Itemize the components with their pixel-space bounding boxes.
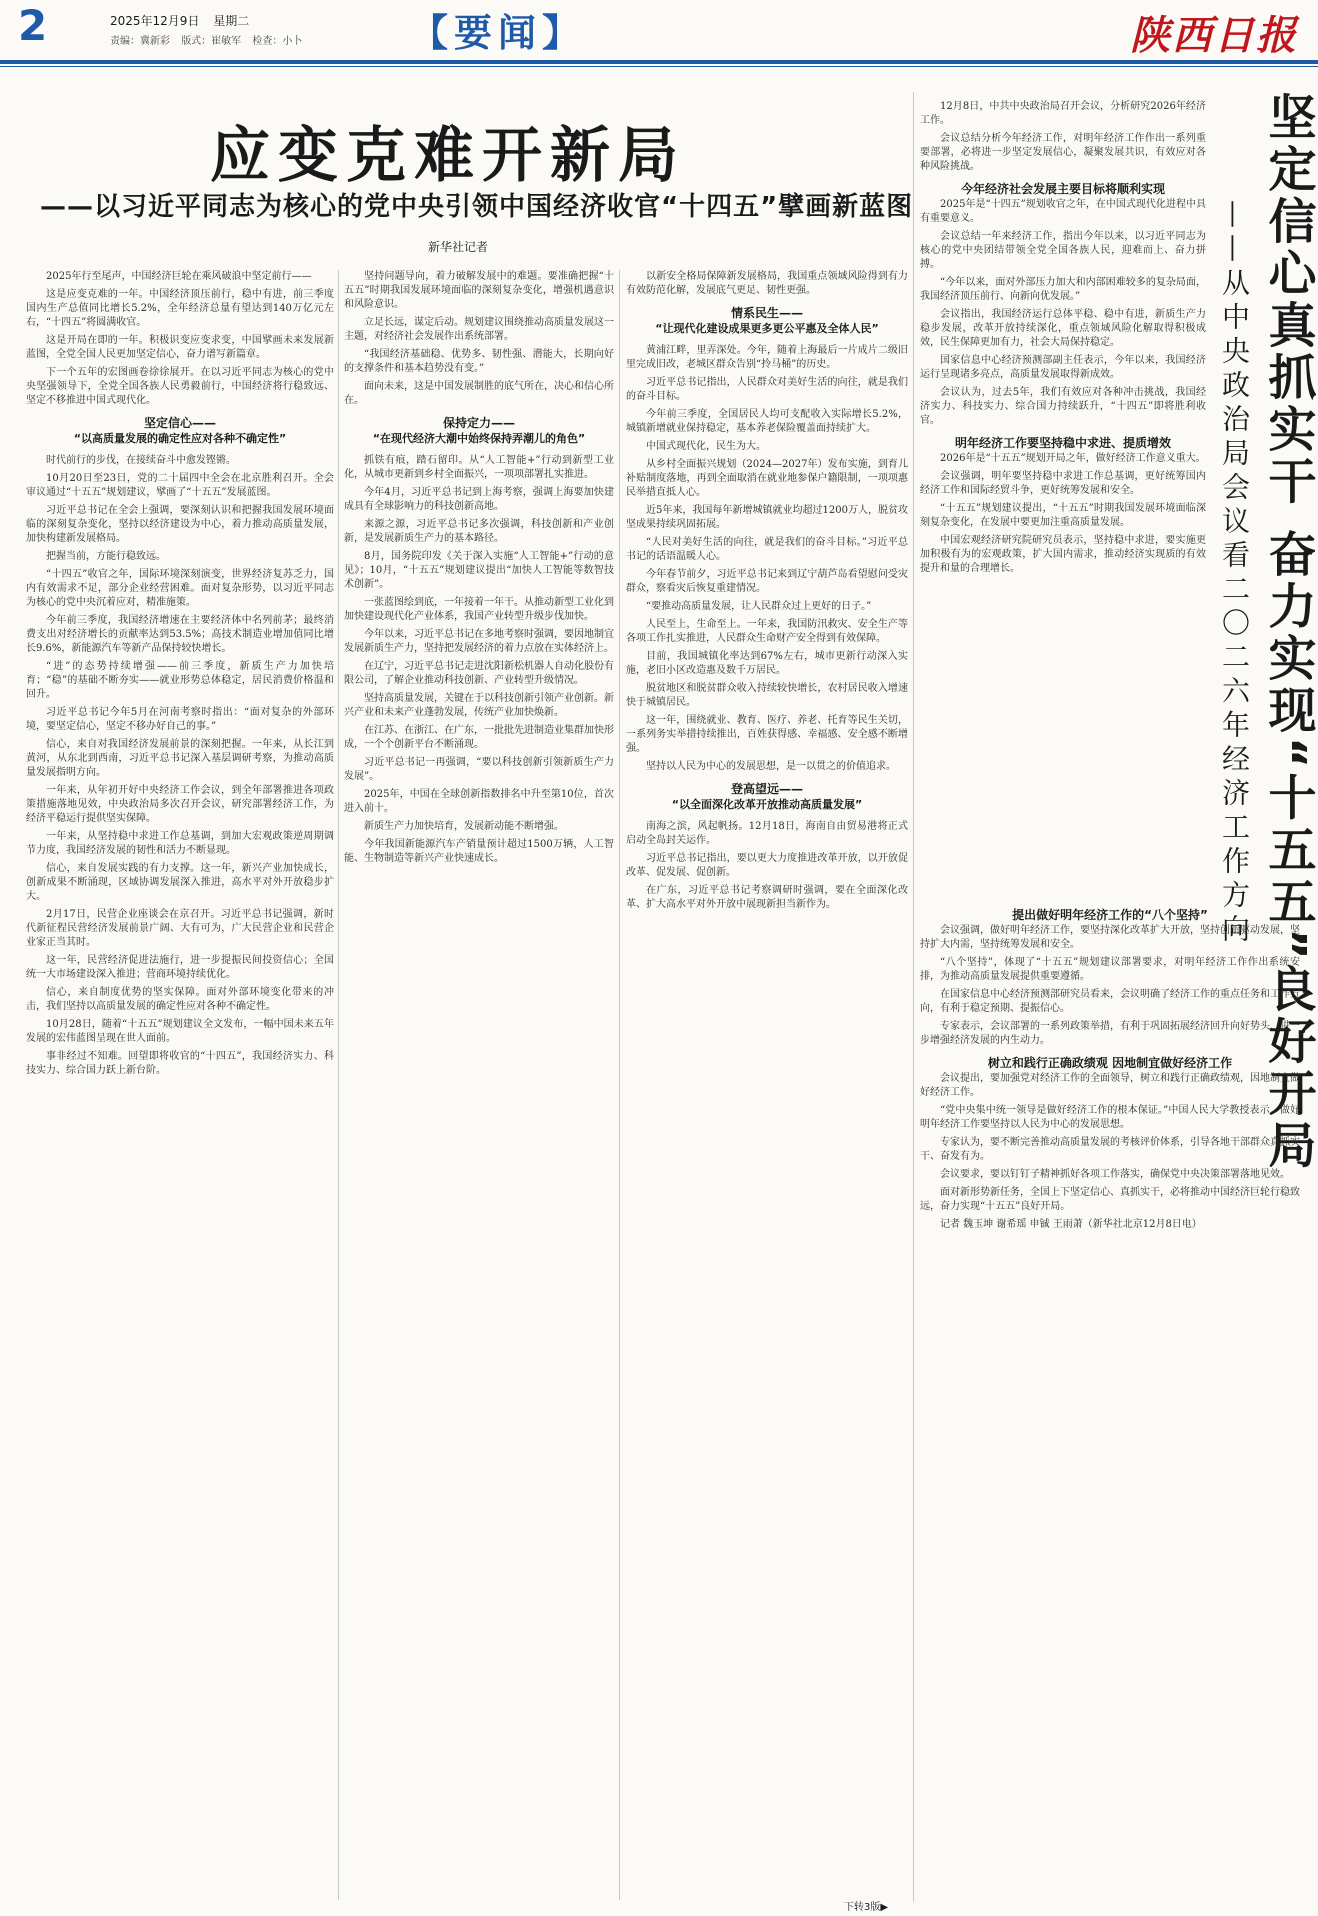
paragraph: 习近平总书记一再强调，“要以科技创新引领新质生产力发展”。 xyxy=(344,757,614,782)
article-subtitle: ——以习近平同志为核心的党中央引领中国经济收官“十四五”擘画新蓝图 xyxy=(40,192,914,222)
paragraph: “十五五”规划建议提出，“十五五”时期我国发展环境面临深刻复杂变化，在发展中要更加注重高质量发展。 xyxy=(920,503,1206,528)
paragraph: 黄浦江畔，里弄深处。今年，随着上海最后一片成片二级旧里完成旧改，老城区群众告别“拎马桶”的历史。 xyxy=(626,345,908,370)
paragraph: 这一年，民营经济促进法施行，进一步提振民间投资信心；全国统一大市场建设深入推进；营商环境持续优化。 xyxy=(26,955,334,980)
paragraph: 人民至上，生命至上。一年来，我国防汛救灾、安全生产等各项工作扎实推进，人民群众生命财产安全得到有效保障。 xyxy=(626,619,908,644)
section-heading: 情系民生—— xyxy=(730,306,803,320)
paragraph: 坚持高质量发展，关键在于以科技创新引领产业创新。新兴产业和未来产业蓬勃发展，传统产业加快焕新。 xyxy=(344,693,614,718)
paragraph: 2025年是“十四五”规划收官之年，在中国式现代化进程中具有重要意义。 xyxy=(920,199,1206,224)
section-heading: 提出做好明年经济工作的“八个坚持” xyxy=(1012,908,1208,922)
paragraph: 今年我国新能源汽车产销量预计超过1500万辆，人工智能、生物制造等新兴产业快速成长。 xyxy=(344,839,614,864)
paragraph: 会议提出，要加强党对经济工作的全面领导，树立和践行正确政绩观，因地制宜做好经济工作。 xyxy=(920,1073,1300,1098)
paragraph: “八个坚持”，体现了“十五五”规划建议部署要求，对明年经济工作作出系统安排，为推动高质量发展提供重要遵循。 xyxy=(920,957,1300,982)
paragraph: “党中央集中统一领导是做好经济工作的根本保证。”中国人民大学教授表示，做好明年经济工作要坚持以人民为中心的发展思想。 xyxy=(920,1105,1300,1130)
paragraph: 10月28日，随着“十五五”规划建议全文发布，一幅中国未来五年发展的宏伟蓝图呈现在世人面前。 xyxy=(26,1019,334,1044)
continued-link[interactable]: 下转3版▶ xyxy=(844,1902,889,1913)
paragraph: 脱贫地区和脱贫群众收入持续较快增长，农村居民收入增速快于城镇居民。 xyxy=(626,683,908,708)
paragraph: 以新安全格局保障新发展格局，我国重点领域风险得到有力有效防范化解，发展底气更足、韧性更强。 xyxy=(626,271,908,296)
side-column-bottom xyxy=(920,900,1300,1900)
article-column-2 xyxy=(344,270,614,1900)
paragraph: 会议认为，过去5年，我们有效应对各种冲击挑战，我国经济实力、科技实力、综合国力持续跃升，“十四五”即将胜利收官。 xyxy=(920,387,1206,426)
section-tag: 【要闻】 xyxy=(410,11,587,55)
paragraph: 中国式现代化，民生为大。 xyxy=(646,441,766,452)
paragraph: 中国宏观经济研究院研究员表示，坚持稳中求进，要实施更加积极有为的宏观政策，扩大国内需求，推动经济实现质的有效提升和量的合理增长。 xyxy=(920,535,1206,574)
paragraph: “十四五”收官之年，国际环境深刻演变，世界经济复苏乏力，国内有效需求不足，部分企业经营困难。面对复杂形势，以习近平同志为核心的党中央沉着应对，精准施策。 xyxy=(26,569,334,608)
column-divider xyxy=(338,270,339,1900)
section-subheading: “让现代化建设成果更多更公平惠及全体人民” xyxy=(655,322,879,335)
paragraph: 习近平总书记指出，要以更大力度推进改革开放，以开放促改革、促发展、促创新。 xyxy=(626,853,908,878)
article-title: 应变克难开新局 xyxy=(210,121,686,191)
section-subheading: “在现代经济大潮中始终保持弄潮儿的角色” xyxy=(372,432,586,445)
paragraph: 今年春节前夕，习近平总书记来到辽宁葫芦岛看望慰问受灾群众，察看灾后恢复重建情况。 xyxy=(626,569,908,594)
newspaper-masthead: 陕西日报 xyxy=(1130,12,1298,59)
section-heading: 坚定信心—— xyxy=(143,416,216,430)
paragraph: 会议总结一年来经济工作，指出今年以来，以习近平同志为核心的党中央团结带领全党全国各族人民，迎难而上、奋力拼搏。 xyxy=(920,231,1206,270)
paragraph: 坚持问题导向，着力破解发展中的难题。要准确把握“十五五”时期我国发展环境面临的深刻复杂变化，增强机遇意识和风险意识。 xyxy=(344,271,614,310)
paragraph: 2025年行至尾声，中国经济巨轮在乘风破浪中坚定前行—— xyxy=(46,271,312,282)
paragraph: 近5年来，我国每年新增城镇就业均超过1200万人，脱贫攻坚成果持续巩固拓展。 xyxy=(626,505,908,530)
paragraph: “进”的态势持续增强——前三季度，新质生产力加快培育；“稳”的基础不断夯实——就业形势总体稳定，居民消费价格温和回升。 xyxy=(26,661,334,700)
chief-editor: 责编：冀新彩 xyxy=(110,36,170,47)
paragraph: 南海之滨，风起帆扬。12月18日，海南自由贸易港将正式启动全岛封关运作。 xyxy=(626,821,908,846)
section-heading: 今年经济社会发展主要目标将顺利实现 xyxy=(960,182,1165,196)
article-byline: 新华社记者 xyxy=(428,240,489,254)
proofreader: 检查：小卜 xyxy=(252,36,303,47)
paragraph: 2025年，中国在全球创新指数排名中升至第10位，首次进入前十。 xyxy=(344,789,614,814)
paragraph: “要推动高质量发展，让人民群众过上更好的日子。” xyxy=(646,601,872,612)
paragraph: 在广东，习近平总书记考察调研时强调，要在全面深化改革、扩大高水平对外开放中展现新担当新作为。 xyxy=(626,885,908,910)
column-divider xyxy=(619,270,620,1900)
paragraph: 时代前行的步伐，在接续奋斗中愈发铿锵。 xyxy=(46,455,236,466)
paragraph: 习近平总书记今年5月在河南考察时指出：“面对复杂的外部环境，要坚定信心，坚定不移办好自己的事。” xyxy=(26,707,334,732)
issue-weekday: 星期二 xyxy=(213,14,250,28)
paragraph: 这是开局在即的一年。积极识变应变求变，中国擘画未来发展新蓝图，全党全国人民更加坚定信心，奋力谱写新篇章。 xyxy=(26,335,334,360)
paragraph: 专家认为，要不断完善推动高质量发展的考核评价体系，引导各地干部群众真抓实干、奋发有为。 xyxy=(920,1137,1300,1162)
paragraph: 从乡村全面振兴规划（2024—2027年）发布实施，到育儿补贴制度落地，再到全面取消在就业地参保户籍限制，一项项惠民举措直抵人心。 xyxy=(626,459,908,498)
paragraph: 在国家信息中心经济预测部研究员看来，会议明确了经济工作的重点任务和工作方向，有利于稳定预期、提振信心。 xyxy=(920,989,1300,1014)
paragraph: 信心，来自对我国经济发展前景的深刻把握。一年来，从长江到黄河，从东北到西南，习近平总书记深入基层调研考察，为推动高质量发展指明方向。 xyxy=(26,739,334,778)
header-rule xyxy=(0,60,1318,64)
paragraph: 一年来，从年初开好中央经济工作会议，到全年部署推进各项政策措施落地见效，中央政治局多次召开会议，研究部署经济工作，为经济平稳运行提供坚实保障。 xyxy=(26,785,334,824)
paragraph: 10月20日至23日，党的二十届四中全会在北京胜利召开。全会审议通过“十五五”规划建议，擘画了“十五五”发展蓝图。 xyxy=(26,473,334,498)
header-rule-thin xyxy=(0,66,1318,67)
author-credit: 记者 魏玉坤 谢希瑶 申铖 王雨萧（新华社北京12月8日电） xyxy=(940,1219,1202,1230)
paragraph: 一张蓝图绘到底，一年接着一年干。从推动新型工业化到加快建设现代化产业体系，我国产业转型升级步伐加快。 xyxy=(344,597,614,622)
paragraph: 在江苏、在浙江、在广东，一批批先进制造业集群加快形成，一个个创新平台不断涌现。 xyxy=(344,725,614,750)
paragraph: 立足长远，谋定后动。规划建议围绕推动高质量发展这一主题，对经济社会发展作出系统部署。 xyxy=(344,317,614,342)
paragraph: 12月8日，中共中央政治局召开会议，分析研究2026年经济工作。 xyxy=(920,101,1206,126)
paragraph: 抓铁有痕，踏石留印。从“人工智能+”行动到新型工业化，从城市更新到乡村全面振兴，一项项部署扎实推进。 xyxy=(344,455,614,480)
paragraph: 面对新形势新任务，全国上下坚定信心、真抓实干，必将推动中国经济巨轮行稳致远，奋力实现“十五五”良好开局。 xyxy=(920,1187,1300,1212)
paragraph: “人民对美好生活的向往，就是我们的奋斗目标。”习近平总书记的话语温暖人心。 xyxy=(626,537,908,562)
paragraph: 在辽宁，习近平总书记走进沈阳新松机器人自动化股份有限公司，了解企业推动科技创新、产业转型升级情况。 xyxy=(344,661,614,686)
paragraph: 今年以来，习近平总书记在多地考察时强调，要因地制宜发展新质生产力，坚持把发展经济的着力点放在实体经济上。 xyxy=(344,629,614,654)
designer: 版式：崔敏军 xyxy=(181,36,242,47)
paragraph: 今年前三季度，全国居民人均可支配收入实际增长5.2%，城镇新增就业保持稳定，基本养老保险覆盖面持续扩大。 xyxy=(626,409,908,434)
paragraph: 今年4月，习近平总书记到上海考察，强调上海要加快建成具有全球影响力的科技创新高地。 xyxy=(344,487,614,512)
paragraph: 今年前三季度，我国经济增速在主要经济体中名列前茅；最终消费支出对经济增长的贡献率达到53.5%；高技术制造业增加值同比增长9.6%，新能源汽车等新产品保持较快增长。 xyxy=(26,615,334,654)
section-heading: 树立和践行正确政绩观 因地制宜做好经济工作 xyxy=(987,1056,1233,1070)
page-header xyxy=(0,0,1318,60)
side-subhead: ——从中央政治局会议看二〇二六年经济工作方向 xyxy=(1218,200,1251,948)
paragraph: 会议强调，明年要坚持稳中求进工作总基调，更好统筹国内经济工作和国际经贸斗争，更好统筹发展和安全。 xyxy=(920,471,1206,496)
paragraph: “我国经济基础稳、优势多、韧性强、潜能大，长期向好的支撑条件和基本趋势没有变。” xyxy=(344,349,614,374)
paragraph: 信心，来自发展实践的有力支撑。这一年，新兴产业加快成长，创新成果不断涌现，区域协调发展深入推进，高水平对外开放稳步扩大。 xyxy=(26,863,334,902)
paragraph: 2026年是“十五五”规划开局之年，做好经济工作意义重大。 xyxy=(940,453,1206,464)
paragraph: “今年以来，面对外部压力加大和内部困难较多的复杂局面，我国经济顶压前行、向新向优发展。” xyxy=(920,277,1206,302)
page-number: 2 xyxy=(18,1,48,50)
paragraph: 目前，我国城镇化率达到67%左右，城市更新行动深入实施，老旧小区改造惠及数千万居民。 xyxy=(626,651,908,676)
paragraph: 信心，来自制度优势的坚实保障。面对外部环境变化带来的冲击，我们坚持以高质量发展的确定性应对各种不确定性。 xyxy=(26,987,334,1012)
side-column-top xyxy=(920,100,1206,890)
paragraph: 会议指出，我国经济运行总体平稳、稳中有进，新质生产力稳步发展，改革开放持续深化，重点领域风险化解取得积极成效，民生保障更加有力，社会大局保持稳定。 xyxy=(920,309,1206,348)
date-line xyxy=(110,12,259,29)
paragraph: 会议要求，要以钉钉子精神抓好各项工作落实，确保党中央决策部署落地见效。 xyxy=(940,1169,1290,1180)
paragraph: 新质生产力加快培育，发展新动能不断增强。 xyxy=(364,821,564,832)
section-subheading: “以高质量发展的确定性应对各种不确定性” xyxy=(73,432,287,445)
section-heading: 登高望远—— xyxy=(730,782,803,796)
paragraph: 8月，国务院印发《关于深入实施“人工智能+”行动的意见》；10月，“十五五”规划建议提出“加快人工智能等数智技术创新”。 xyxy=(344,551,614,590)
paragraph: 习近平总书记在全会上强调，要深刻认识和把握我国发展环境面临的深刻复杂变化，坚持以经济建设为中心，着力推动高质量发展，加快构建新发展格局。 xyxy=(26,505,334,544)
issue-date: 2025年12月9日 xyxy=(110,14,200,28)
paragraph: 坚持以人民为中心的发展思想，是一以贯之的价值追求。 xyxy=(646,761,896,772)
editor-credits xyxy=(110,32,310,47)
paragraph: 来源之源，习近平总书记多次强调，科技创新和产业创新，是发展新质生产力的基本路径。 xyxy=(344,519,614,544)
paragraph: 专家表示，会议部署的一系列政策举措，有利于巩固拓展经济回升向好势头，进一步增强经济发展的内生动力。 xyxy=(920,1021,1300,1046)
article-column-3 xyxy=(626,270,908,1900)
article-column-1 xyxy=(26,270,334,1900)
paragraph: 把握当前，方能行稳致远。 xyxy=(46,551,166,562)
paragraph: 会议强调，做好明年经济工作，要坚持深化改革扩大开放，坚持创新驱动发展，坚持扩大内需，坚持统筹发展和安全。 xyxy=(920,925,1300,950)
section-subheading: “以全面深化改革开放推动高质量发展” xyxy=(671,798,863,811)
paragraph: 事非经过不知难。回望即将收官的“十四五”，我国经济实力、科技实力、综合国力跃上新台阶。 xyxy=(26,1051,334,1076)
paragraph: 习近平总书记指出，人民群众对美好生活的向往，就是我们的奋斗目标。 xyxy=(626,377,908,402)
paragraph: 这是应变克难的一年。中国经济顶压前行，稳中有进，前三季度国内生产总值同比增长5.2%，全年经济总量有望达到140万亿元左右，“十四五”将圆满收官。 xyxy=(26,289,334,328)
section-heading: 明年经济工作要坚持稳中求进、提质增效 xyxy=(954,436,1171,450)
paragraph: 会议总结分析今年经济工作，对明年经济工作作出一系列重要部署，必将进一步坚定发展信心，凝聚发展共识，有效应对各种风险挑战。 xyxy=(920,133,1206,172)
paragraph: 这一年，围绕就业、教育、医疗、养老、托育等民生关切，一系列务实举措持续推出，百姓获得感、幸福感、安全感不断增强。 xyxy=(626,715,908,754)
column-divider xyxy=(913,92,914,1902)
section-heading: 保持定力—— xyxy=(442,416,515,430)
side-headline: 坚定信心真抓实干 奋力实现“十五五”良好开局 xyxy=(1260,92,1316,1172)
paragraph: 下一个五年的宏图画卷徐徐展开。在以习近平同志为核心的党中央坚强领导下，全党全国各族人民勇毅前行，中国经济将行稳致远、坚定不移推进中国式现代化。 xyxy=(26,367,334,406)
paragraph: 国家信息中心经济预测部副主任表示，今年以来，我国经济运行呈现诸多亮点，高质量发展取得新成效。 xyxy=(920,355,1206,380)
paragraph: 2月17日，民营企业座谈会在京召开。习近平总书记强调，新时代新征程民营经济发展前景广阔、大有可为，广大民营企业和民营企业家正当其时。 xyxy=(26,909,334,948)
paragraph: 面向未来，这是中国发展制胜的底气所在，决心和信心所在。 xyxy=(344,381,614,406)
paragraph: 一年来，从坚持稳中求进工作总基调，到加大宏观政策逆周期调节力度，我国经济发展的韧性和活力不断显现。 xyxy=(26,831,334,856)
